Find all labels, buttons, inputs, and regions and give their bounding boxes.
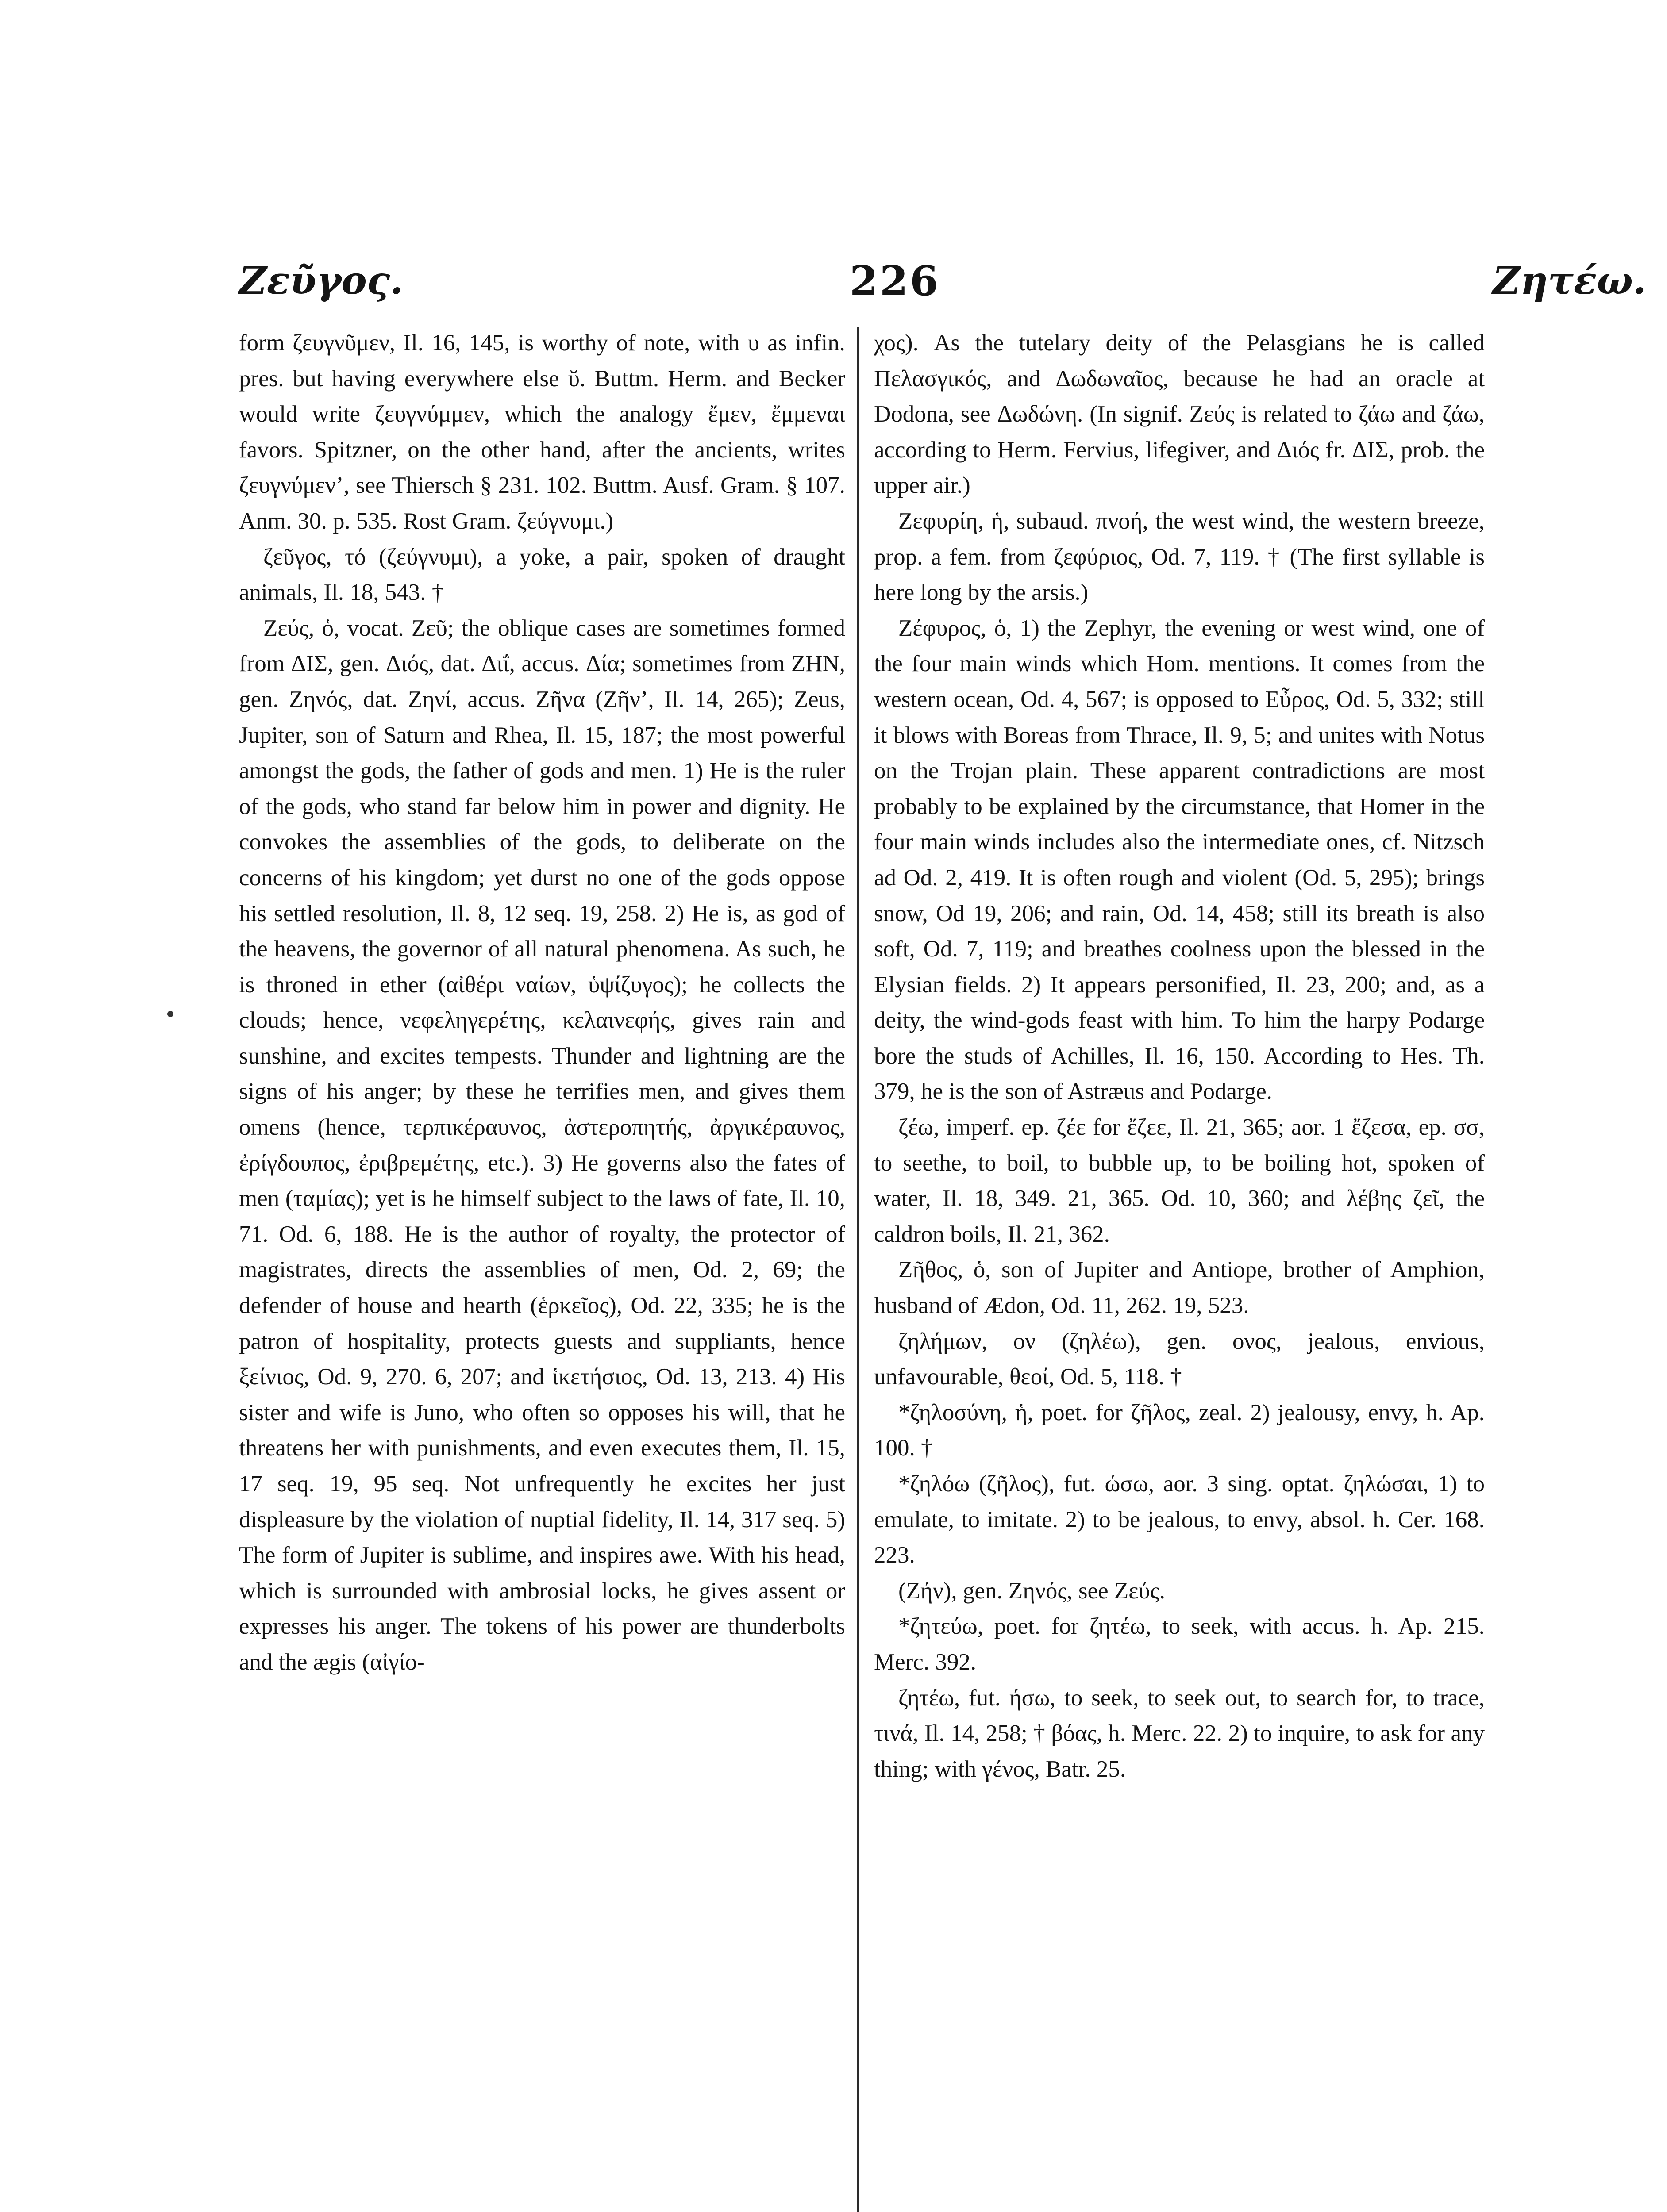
- column-divider: [857, 327, 859, 2212]
- entry-zelemon: ζηλήμων, ον (ζηλέω), gen. ονος, jealous, envious, unfavourable, θεοί, Od. 5, 118. †: [874, 1328, 1485, 1390]
- last-headword: Ζητέω.: [1492, 258, 1646, 303]
- page-number: 226: [850, 257, 940, 305]
- entry-zeteo: ζητέω, fut. ήσω, to seek, to seek out, to search for, to trace, τινά, Il. 14, 258; † βόας, h. Merc. 22. 2) to inquire, to ask for any thing; with γένος, Batr. 25.: [874, 1685, 1485, 1782]
- left-column: [239, 325, 845, 1680]
- running-head: [239, 254, 1646, 316]
- entry-zeloo: *ζηλόω (ζῆλος), fut. ώσω, aor. 3 sing. optat. ζηλώσαι, 1) to emulate, to imitate. 2) to be jealous, to envy, absol. h. Cer. 168. 223.: [874, 1471, 1485, 1568]
- entry-zephyros: Ζέφυρος, ὁ, 1) the Zephyr, the evening or west wind, one of the four main winds which Hom. mentions. It comes from the western ocean, Od. 4, 567; is opposed to Εὖρος, Od. 5, 332; still it blows with Boreas from Thrace, Il. 9, 5; and unites with Notus on the Trojan plain. These apparent contradictions are most probably to be explained by the circumstance, that Homer in the four main winds includes also the intermediate ones, cf. Nitzsch ad Od. 2, 419. It is often rough and violent (Od. 5, 295); brings snow, Od 19, 206; and rain, Od. 14, 458; still its breath is also soft, Od. 7, 119; and breathes coolness upon the blessed in the Elysian fields. 2) It appears personified, Il. 23, 200; and, as a deity, the wind-gods feast with him. To him the harpy Podarge bore the studs of Achilles, Il. 16, 150. According to Hes. Th. 379, he is the son of Astræus and Podarge.: [874, 615, 1485, 1105]
- entry-zeo: ζέω, imperf. ep. ζέε for ἔζεε, Il. 21, 365; aor. 1 ἔζεσα, ep. σσ, to seethe, to boil, to bubble up, to be boiling hot, spoken of water, Il. 18, 349. 21, 365. Od. 10, 360; and λέβης ζεῖ, the caldron boils, Il. 21, 362.: [874, 1114, 1485, 1247]
- entry-zeugos: ζεῦγος, τό (ζεύγνυμι), a yoke, a pair, spoken of draught animals, Il. 18, 543. †: [239, 544, 845, 606]
- entry-zelosyne: *ζηλοσύνη, ἡ, poet. for ζῆλος, zeal. 2) jealousy, envy, h. Ap. 100. †: [874, 1399, 1485, 1461]
- right-column: [874, 325, 1485, 1787]
- entry-zeus-continuation: χος). As the tutelary deity of the Pelasgians he is called Πελασγικός, and Δωδωναῖος, because he had an oracle at Dodona, see Δωδώνη. (In signif. Ζεύς is related to ζάω and ζάω, according to Herm. Fervius, lifegiver, and Διός fr. ΔΙΣ, prob. the upper air.): [874, 330, 1485, 499]
- entry-zen: (Ζήν), gen. Ζηνός, see Ζεύς.: [898, 1578, 1165, 1604]
- margin-mark: [167, 1011, 173, 1017]
- entry-zeteuo: *ζητεύω, poet. for ζητέω, to seek, with accus. h. Ap. 215. Merc. 392.: [874, 1613, 1485, 1675]
- entry-continuation: form ζευγνῦμεν, Il. 16, 145, is worthy of note, with υ as infin. pres. but having everywhere else ῠ. Buttm. Herm. and Becker would write ζευγνύμμεν, which the analogy ἔμεν, ἔμμεναι favors. Spitzner, on the other hand, after the ancients, writes ζευγνύμεν’, see Thiersch § 231. 102. Buttm. Ausf. Gram. § 107. Anm. 30. p. 535. Rost Gram. ζεύγνυμι.): [239, 330, 845, 534]
- entry-zephyrie: Ζεφυρίη, ἡ, subaud. πνοή, the west wind, the western breeze, prop. a fem. from ζεφύριος, Od. 7, 119. † (The first syllable is here long by the arsis.): [874, 508, 1485, 606]
- entry-zethos: Ζῆθος, ὁ, son of Jupiter and Antiope, brother of Amphion, husband of Ædon, Od. 11, 262. 19, 523.: [874, 1257, 1485, 1319]
- first-headword: Ζεῦγος.: [239, 258, 404, 303]
- entry-zeus: Ζεύς, ὁ, vocat. Ζεῦ; the oblique cases are sometimes formed from ΔΙΣ, gen. Διός, dat. Διΐ, accus. Δία; sometimes from ΖΗΝ, gen. Ζηνός, dat. Ζηνί, accus. Ζῆνα (Ζῆν’, Il. 14, 265); Zeus, Jupiter, son of Saturn and Rhea, Il. 15, 187; the most powerful amongst the gods, the father of gods and men. 1) He is the ruler of the gods, who stand far below him in power and dignity. He convokes the assemblies of the gods, to deliberate on the concerns of his kingdom; yet durst no one of the gods oppose his settled resolution, Il. 8, 12 seq. 19, 258. 2) He is, as god of the heavens, the governor of all natural phenomena. As such, he is throned in ether (αἰθέρι ναίων, ὑψίζυγος); he collects the clouds; hence, νεφεληγερέτης, κελαινεφής, gives rain and sunshine, and excites tempests. Thunder and lightning are the signs of his anger; by these he terrifies men, and gives them omens (hence, τερπικέραυνος, ἀστεροπητής, ἀργικέραυνος, ἐρίγδουπος, ἐριβρεμέτης, etc.). 3) He governs also the fates of men (ταμίας); yet is he himself subject to the laws of fate, Il. 10, 71. Od. 6, 188. He is the author of royalty, the protector of magistrates, directs the assemblies of men, Od. 2, 69; the defender of house and hearth (ἑρκεῖος), Od. 22, 335; he is the patron of hospitality, protects guests and suppliants, hence ξείνιος, Od. 9, 270. 6, 207; and ἱκετήσιος, Od. 13, 213. 4) His sister and wife is Juno, who often so opposes his will, that he threatens her with punishments, and even executes them, Il. 15, 17 seq. 19, 95 seq. Not unfrequently he excites her just displeasure by the violation of nuptial fidelity, Il. 14, 317 seq. 5) The form of Jupiter is sublime, and inspires awe. With his head, which is surrounded with ambrosial locks, he gives assent or expresses his anger. The tokens of his power are thunderbolts and the ægis (αἰγίο-: [239, 615, 845, 1675]
